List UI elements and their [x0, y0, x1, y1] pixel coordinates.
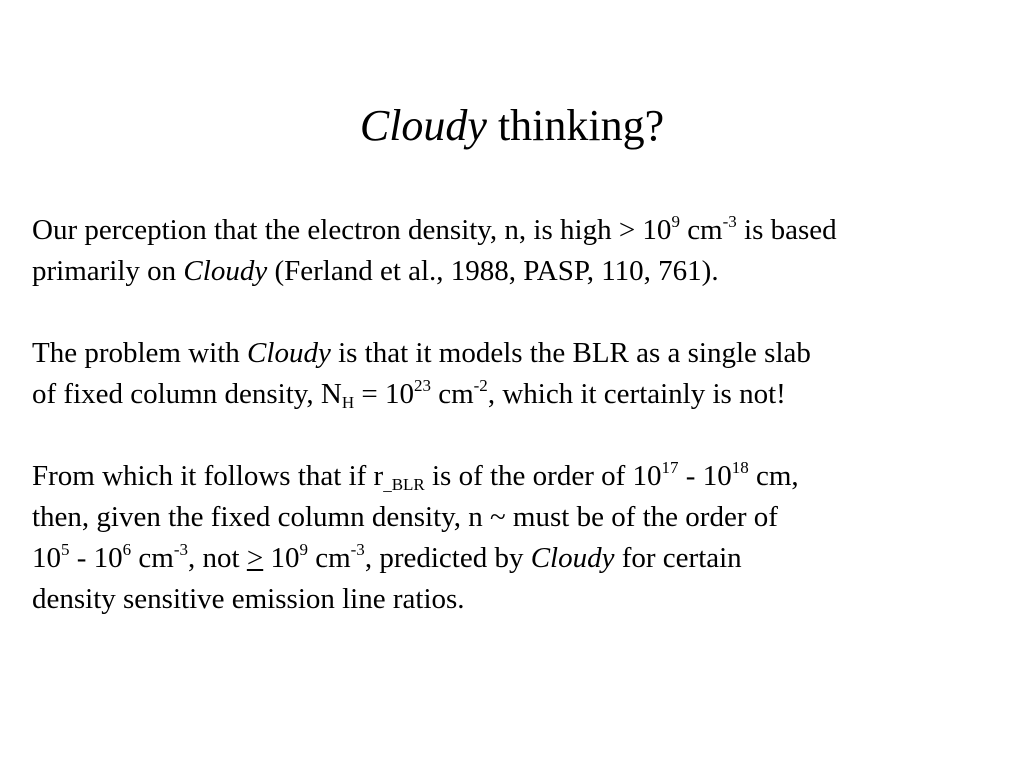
- superscript: -3: [722, 212, 737, 231]
- superscript: 17: [661, 458, 679, 477]
- text-run: density sensitive emission line ratios.: [32, 583, 465, 615]
- paragraph-cloudy-problem: [32, 333, 1012, 415]
- text-run: cm,: [748, 460, 799, 492]
- text-run: primarily on: [32, 255, 184, 287]
- text-run: - 10: [69, 542, 123, 574]
- superscript: 5: [61, 540, 70, 559]
- text-run: , which it certainly is not!: [487, 378, 786, 410]
- text-run: The problem with: [32, 337, 248, 369]
- text-run: cm: [679, 214, 723, 246]
- text-run: for certain: [614, 542, 742, 574]
- superscript: -3: [350, 540, 365, 559]
- text-run: 10: [263, 542, 300, 574]
- text-run: is that it models the BLR as a single slab: [330, 337, 811, 369]
- italic-text: Cloudy: [247, 337, 331, 369]
- text-run: cm: [430, 378, 474, 410]
- superscript: -3: [173, 540, 189, 559]
- text-run: From which it follows that if r: [32, 460, 384, 492]
- superscript: 23: [413, 376, 431, 395]
- superscript: 18: [731, 458, 749, 477]
- superscript: 9: [299, 540, 308, 559]
- subscript: H: [341, 393, 355, 412]
- text-run: is based: [736, 214, 837, 246]
- paragraph-electron-density: [32, 210, 1012, 292]
- text-run: - 10: [678, 460, 732, 492]
- superscript: -2: [473, 376, 488, 395]
- slide-body: [32, 210, 1012, 620]
- superscript: 6: [122, 540, 132, 559]
- italic-text: Cloudy: [183, 255, 268, 287]
- superscript: 9: [671, 212, 680, 231]
- text-run: then, given the fixed column density, n ~ must be of the order of: [32, 501, 778, 533]
- text-run: cm: [131, 542, 174, 574]
- text-run: 10: [32, 542, 61, 574]
- underlined-text: >: [246, 542, 264, 574]
- text-run: Our perception that the electron density, n, is high > 10: [32, 214, 672, 246]
- italic-text: Cloudy: [530, 542, 615, 574]
- slide-title: [0, 96, 1024, 156]
- text-run: cm: [307, 542, 351, 574]
- text-run: , not: [188, 542, 247, 574]
- slide-title-cloudy: Cloudy: [359, 101, 487, 150]
- text-run: of fixed column density, N: [32, 378, 342, 410]
- text-run: = 10: [354, 378, 414, 410]
- paragraph-conclusion: [32, 456, 1012, 620]
- slide-title-rest: thinking?: [486, 101, 665, 150]
- text-run: is of the order of 10: [424, 460, 662, 492]
- text-run: (Ferland et al., 1988, PASP, 110, 761).: [267, 255, 719, 287]
- text-run: , predicted by: [364, 542, 531, 574]
- subscript: _BLR: [383, 475, 425, 494]
